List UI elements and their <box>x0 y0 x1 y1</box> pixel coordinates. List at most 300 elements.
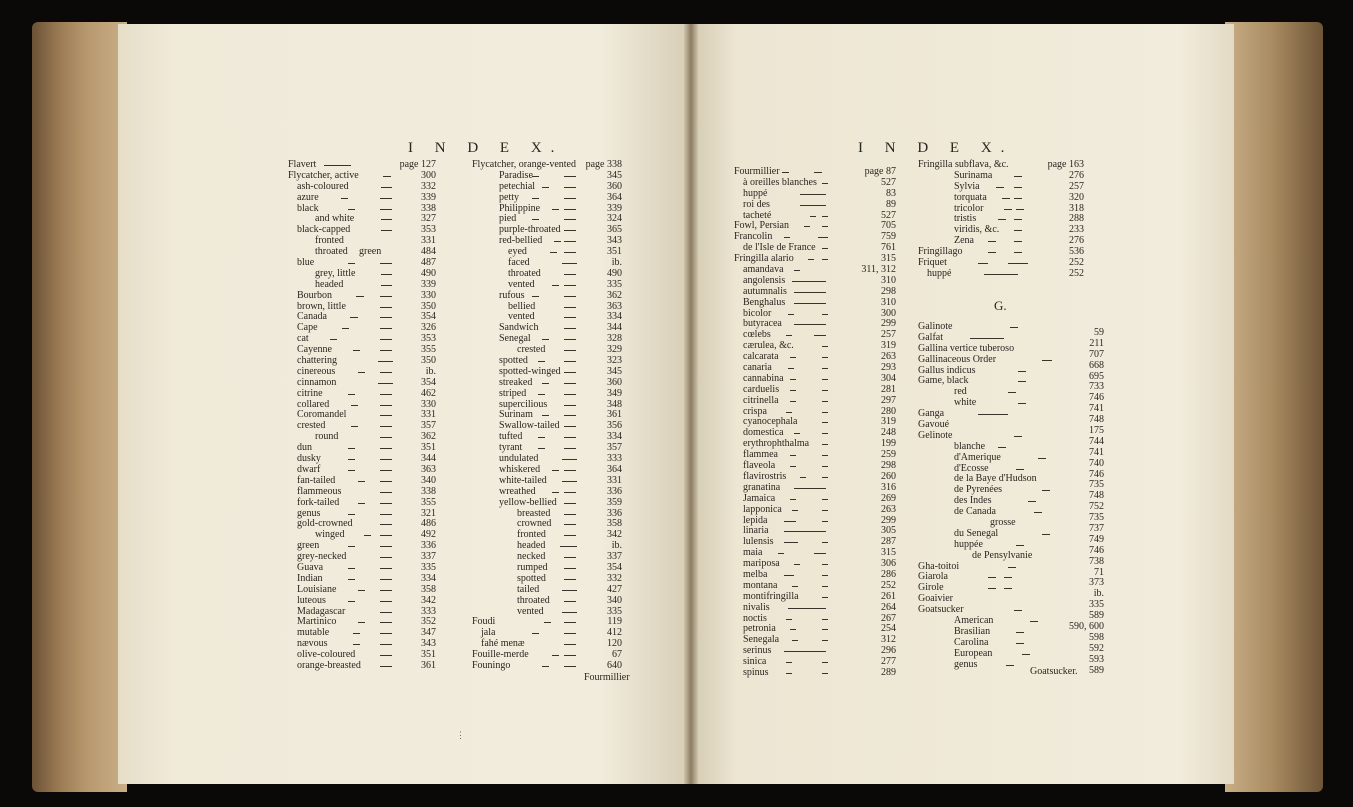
entry-term: Gavoué <box>918 419 950 431</box>
entry-dash <box>564 296 576 297</box>
index-entry <box>472 247 622 258</box>
entry-term: lulensis <box>743 536 774 548</box>
index-entry <box>288 389 436 400</box>
entry-dash <box>564 535 576 536</box>
index-entry <box>288 258 436 269</box>
entry-dash <box>822 412 828 413</box>
entry-term: tufted <box>499 431 523 443</box>
index-entry <box>472 312 622 323</box>
entry-dash <box>822 586 828 587</box>
entry-dash <box>380 198 392 199</box>
entry-page-number: 354 <box>421 311 436 323</box>
entry-page-number: 749 <box>1089 533 1104 545</box>
entry-term: cyanocephala <box>743 416 798 428</box>
entry-dash <box>822 629 828 630</box>
index-entry <box>734 668 896 679</box>
entry-dash <box>380 557 392 558</box>
entry-dash <box>1014 252 1022 253</box>
entry-term: spotted <box>517 572 546 584</box>
entry-dash <box>786 673 792 674</box>
entry-dash <box>350 317 358 318</box>
entry-dash <box>822 216 828 217</box>
entry-term: cœlebs <box>743 329 771 341</box>
entry-dash <box>348 263 355 264</box>
entry-term: spotted-winged <box>499 365 561 377</box>
entry-dash <box>790 357 796 358</box>
index-entry <box>472 160 622 171</box>
entry-dash <box>542 415 549 416</box>
entry-term: lapponica <box>743 503 782 515</box>
entry-term: supercilious <box>499 398 548 410</box>
entry-page-number: 735 <box>1089 479 1104 491</box>
entry-dash <box>564 394 576 395</box>
entry-page-number: 746 <box>1089 544 1104 556</box>
entry-dash <box>383 176 391 177</box>
entry-dash <box>822 422 828 423</box>
entry-term: jala <box>481 627 496 639</box>
entry-term: Sylvia <box>954 180 980 192</box>
entry-term: purple-throated <box>499 224 561 236</box>
entry-term: crowned <box>517 518 552 530</box>
index-entry <box>472 432 622 443</box>
entry-dash <box>814 335 826 336</box>
entry-page-number: 336 <box>421 540 436 552</box>
entry-dash <box>822 346 828 347</box>
entry-dash <box>822 477 828 478</box>
index-entry <box>472 378 622 389</box>
entry-term: crested <box>517 344 546 356</box>
entry-dash <box>564 415 576 416</box>
entry-page-number: 263 <box>881 351 896 363</box>
entry-dash <box>538 394 545 395</box>
entry-page-number: 362 <box>607 289 622 301</box>
index-entry <box>472 291 622 302</box>
entry-term: and white <box>315 213 355 225</box>
entry-dash <box>564 470 576 471</box>
entry-page-number: 304 <box>881 372 896 384</box>
entry-dash <box>788 608 826 609</box>
entry-term: Fourmillier <box>734 166 780 177</box>
entry-dash <box>822 248 828 249</box>
entry-dash <box>822 662 828 663</box>
entry-dash <box>356 296 364 297</box>
index-entry <box>472 400 622 411</box>
entry-dash <box>822 619 828 620</box>
entry-dash <box>1018 371 1026 372</box>
entry-term: throated <box>508 267 541 279</box>
entry-term: ash-coloured <box>297 180 349 192</box>
entry-page-number: 361 <box>421 659 436 671</box>
entry-page-number: 324 <box>607 213 622 225</box>
entry-page-number: 350 <box>421 300 436 312</box>
left-page-header: I N D E X. <box>408 140 564 156</box>
entry-term: petty <box>499 191 519 203</box>
entry-dash <box>978 414 1008 415</box>
entry-dash <box>782 172 789 173</box>
entry-page-number: 351 <box>607 246 622 258</box>
entry-dash <box>564 557 576 558</box>
entry-dash <box>1018 381 1026 382</box>
entry-dash <box>822 433 828 434</box>
book-gutter <box>684 24 698 784</box>
index-entry <box>288 596 436 607</box>
entry-dash <box>380 459 392 460</box>
entry-dash <box>550 252 557 253</box>
entry-page-number: 344 <box>607 322 622 334</box>
entry-term: de la Baye d'Hudson <box>954 473 1037 485</box>
entry-dash <box>348 568 355 569</box>
entry-page-number: page 127 <box>399 159 436 170</box>
entry-dash <box>1016 643 1024 644</box>
entry-dash <box>380 350 392 351</box>
entry-dash <box>562 263 577 264</box>
entry-page-number: 484 <box>421 246 436 258</box>
entry-term: Fringillago <box>918 246 963 258</box>
index-entry <box>288 193 436 204</box>
index-entry <box>472 541 622 552</box>
entry-dash <box>1018 403 1026 404</box>
entry-dash <box>564 307 576 308</box>
entry-term: serinus <box>743 645 772 657</box>
entry-dash <box>784 521 796 522</box>
entry-dash <box>348 394 355 395</box>
entry-dash <box>808 259 814 260</box>
book-edge-right <box>1225 22 1323 792</box>
entry-dash <box>564 198 576 199</box>
entry-term: white <box>954 397 977 409</box>
entry-page-number: 347 <box>421 627 436 639</box>
entry-term: Coromandel <box>297 409 347 421</box>
entry-page-number: ib. <box>611 540 622 552</box>
entry-term: Giarola <box>918 571 948 583</box>
index-entry <box>288 519 436 530</box>
entry-dash <box>341 198 348 199</box>
entry-dash <box>380 437 392 438</box>
entry-dash <box>998 447 1006 448</box>
entry-page-number: 462 <box>421 387 436 399</box>
entry-term: striped <box>499 387 527 399</box>
index-entry <box>472 323 622 334</box>
entry-dash <box>532 296 539 297</box>
entry-page-number: 120 <box>607 638 622 650</box>
index-entry-page <box>1044 361 1104 372</box>
entry-page-number: 233 <box>1069 224 1084 236</box>
entry-dash <box>381 274 392 275</box>
entry-page-number: 331 <box>421 235 436 247</box>
index-entry <box>472 258 622 269</box>
entry-term: azure <box>297 191 319 203</box>
entry-dash <box>564 317 576 318</box>
entry-dash <box>542 339 549 340</box>
index-entry <box>472 389 622 400</box>
entry-term: headed <box>315 278 344 290</box>
entry-term: red-bellied <box>499 235 543 247</box>
entry-dash <box>1030 621 1038 622</box>
entry-term: des Indes <box>954 495 992 507</box>
entry-dash <box>538 437 545 438</box>
entry-dash <box>814 172 822 173</box>
entry-page-number: 344 <box>421 453 436 465</box>
index-entry <box>472 236 622 247</box>
entry-dash <box>788 368 794 369</box>
entry-term: streaked <box>499 376 533 388</box>
entry-page-number: 296 <box>881 645 896 657</box>
index-entry <box>472 345 622 356</box>
entry-dash <box>822 314 828 315</box>
entry-page-number: 707 <box>1089 348 1104 360</box>
entry-page-number: 536 <box>1069 246 1084 258</box>
entry-term: amandava <box>743 264 784 276</box>
entry-page-number: 330 <box>421 289 436 301</box>
entry-term: fronted <box>517 529 546 541</box>
entry-page-number: 356 <box>607 420 622 432</box>
entry-term: Gallinaceous Order <box>918 353 997 365</box>
entry-dash <box>792 640 798 641</box>
entry-dash <box>353 350 360 351</box>
entry-term: spotted <box>499 355 528 367</box>
entry-page-number: 357 <box>421 420 436 432</box>
entry-page-number: 358 <box>607 518 622 530</box>
entry-page-number: 310 <box>881 296 896 308</box>
entry-page-number: 252 <box>1069 257 1084 269</box>
entry-dash <box>564 601 576 602</box>
entry-term: nivalis <box>743 601 770 613</box>
entry-term: sinica <box>743 656 767 668</box>
entry-page-number: 364 <box>607 191 622 203</box>
entry-dash <box>564 633 576 634</box>
entry-term: spinus <box>743 666 769 678</box>
entry-page-number: 260 <box>881 470 896 482</box>
entry-page-number: 598 <box>1089 631 1104 643</box>
left-index-column-1 <box>288 160 436 672</box>
entry-term: round <box>315 431 339 443</box>
entry-dash <box>822 466 828 467</box>
entry-term: Sandwich <box>499 322 539 334</box>
entry-term: cannabina <box>743 372 784 384</box>
entry-dash <box>790 455 796 456</box>
entry-dash <box>380 492 392 493</box>
entry-dash <box>380 372 392 373</box>
index-entry <box>734 603 896 614</box>
entry-page-number: 746 <box>1089 392 1104 404</box>
entry-term: tacheté <box>743 209 772 221</box>
entry-dash <box>348 459 355 460</box>
entry-page-number: 363 <box>607 300 622 312</box>
entry-term: undulated <box>499 453 539 465</box>
entry-term: tricolor <box>954 202 984 214</box>
entry-term: crested <box>297 420 326 432</box>
entry-term: cærulea, &c. <box>743 340 794 352</box>
entry-term: de l'Isle de France <box>743 242 816 254</box>
entry-dash <box>564 350 576 351</box>
entry-dash <box>1028 501 1036 502</box>
entry-term: Galinote <box>918 321 953 332</box>
entry-page-number: 741 <box>1089 403 1104 415</box>
entry-dash <box>822 183 828 184</box>
entry-dash <box>784 542 798 543</box>
entry-page-number: 89 <box>886 198 896 210</box>
entry-page-number: 640 <box>607 659 622 671</box>
entry-dash <box>564 285 576 286</box>
entry-term: Paradise <box>499 169 533 181</box>
index-entry <box>918 171 1084 182</box>
entry-dash <box>792 281 826 282</box>
entry-page-number: 364 <box>607 463 622 475</box>
entry-term: Benghalus <box>743 296 786 308</box>
entry-dash <box>564 252 576 253</box>
entry-page-number: 589 <box>1089 664 1104 676</box>
entry-dash <box>822 455 828 456</box>
entry-dash <box>564 514 576 515</box>
entry-term: Cape <box>297 322 318 334</box>
entry-term: orange-breasted <box>297 659 361 671</box>
entry-page-number: 695 <box>1089 370 1104 382</box>
entry-dash <box>324 165 351 166</box>
index-entry <box>472 530 622 541</box>
entry-dash <box>1014 436 1022 437</box>
entry-term: necked <box>517 551 546 563</box>
entry-term: genus <box>297 507 321 519</box>
entry-dash <box>1014 198 1022 199</box>
entry-page-number: 343 <box>607 235 622 247</box>
entry-term: pied <box>499 213 517 225</box>
entry-page-number: 337 <box>421 551 436 563</box>
entry-page-number: 352 <box>421 616 436 628</box>
entry-term: grey-necked <box>297 551 347 563</box>
entry-page-number: 741 <box>1089 446 1104 458</box>
entry-dash <box>380 666 392 667</box>
entry-dash <box>564 209 576 210</box>
entry-page-number: 668 <box>1089 359 1104 371</box>
entry-page-number: 357 <box>607 442 622 454</box>
entry-term: gold-crowned <box>297 518 353 530</box>
entry-page-number: 336 <box>607 485 622 497</box>
entry-page-number: 299 <box>881 318 896 330</box>
entry-page-number: 119 <box>607 616 622 628</box>
entry-term: Martinico <box>297 616 337 628</box>
index-entry <box>288 661 436 672</box>
entry-term: Ganga <box>918 408 945 420</box>
entry-dash <box>818 237 828 238</box>
entry-dash <box>380 470 392 471</box>
entry-term: tyrant <box>499 442 523 454</box>
entry-dash <box>542 666 549 667</box>
entry-dash <box>378 383 393 384</box>
entry-dash <box>380 579 392 580</box>
entry-page-number: 592 <box>1089 642 1104 654</box>
entry-term: huppée <box>954 538 983 550</box>
entry-term: Fouille-merde <box>472 649 529 661</box>
entry-term: fan-tailed <box>297 474 336 486</box>
entry-dash <box>380 426 392 427</box>
entry-subterm: green <box>359 246 382 258</box>
entry-term: torquata <box>954 191 987 203</box>
entry-term: Foudi <box>472 616 496 628</box>
entry-term: chattering <box>297 355 337 367</box>
entry-page-number: 199 <box>881 438 896 450</box>
entry-page-number: 298 <box>881 285 896 297</box>
entry-dash <box>1014 219 1022 220</box>
entry-dash <box>380 481 392 482</box>
entry-dash <box>380 394 392 395</box>
entry-term: Gha-toitoi <box>918 560 960 572</box>
entry-dash <box>560 546 577 547</box>
entry-page-number: 350 <box>421 355 436 367</box>
entry-dash <box>564 666 576 667</box>
entry-dash <box>794 270 800 271</box>
entry-term: brown, little <box>297 300 346 312</box>
index-entry <box>288 585 436 596</box>
entry-term: Brasilian <box>954 625 991 637</box>
entry-dash <box>380 546 392 547</box>
entry-term: Friquet <box>918 257 947 269</box>
entry-dash <box>970 338 1004 339</box>
entry-term: fronted <box>315 235 344 247</box>
index-entry <box>472 585 622 596</box>
entry-page-number: 353 <box>421 333 436 345</box>
entry-dash <box>1014 230 1022 231</box>
entry-page-number: 289 <box>881 666 896 678</box>
entry-page-number: 335 <box>607 605 622 617</box>
entry-page-number: 335 <box>421 561 436 573</box>
entry-dash <box>348 470 355 471</box>
entry-dash <box>564 328 576 329</box>
entry-dash <box>542 187 549 188</box>
entry-page-number: 342 <box>421 594 436 606</box>
entry-term: whiskered <box>499 463 541 475</box>
entry-term: Zena <box>954 235 974 247</box>
entry-page-number: 334 <box>421 572 436 584</box>
entry-dash <box>380 209 392 210</box>
entry-dash <box>1022 654 1030 655</box>
index-entry <box>472 193 622 204</box>
index-entry <box>918 214 1084 225</box>
entry-page-number: 319 <box>881 416 896 428</box>
entry-dash <box>794 303 826 304</box>
entry-page-number: 328 <box>607 333 622 345</box>
index-entry <box>734 200 896 211</box>
entry-dash <box>792 510 798 511</box>
entry-page-number: 320 <box>1069 191 1084 203</box>
entry-dash <box>794 292 826 293</box>
index-entry <box>472 498 622 509</box>
entry-dash <box>380 601 392 602</box>
entry-page-number: 748 <box>1089 490 1104 502</box>
entry-term: angolensis <box>743 274 786 286</box>
entry-page-number: 748 <box>1089 414 1104 426</box>
entry-dash <box>380 307 392 308</box>
entry-page-number: 354 <box>607 561 622 573</box>
left-catchword: Fourmillier <box>584 672 630 683</box>
entry-page-number: 67 <box>612 649 622 661</box>
entry-term: maia <box>743 547 763 559</box>
entry-dash <box>380 524 392 525</box>
entry-dash <box>822 640 828 641</box>
entry-term: vented <box>517 605 544 617</box>
entry-page-number: 338 <box>421 485 436 497</box>
index-entry <box>734 592 896 603</box>
entry-page-number: ib. <box>1093 588 1104 600</box>
entry-dash <box>380 263 392 264</box>
entry-term: Madagascar <box>297 605 346 617</box>
entry-dash <box>542 383 549 384</box>
entry-page-number: 340 <box>421 474 436 486</box>
entry-page-number: 315 <box>881 253 896 265</box>
entry-term: nævous <box>297 638 328 650</box>
entry-term: vented <box>508 311 535 323</box>
entry-page-number: 359 <box>607 496 622 508</box>
right-index-column-3-pages <box>1044 328 1104 677</box>
